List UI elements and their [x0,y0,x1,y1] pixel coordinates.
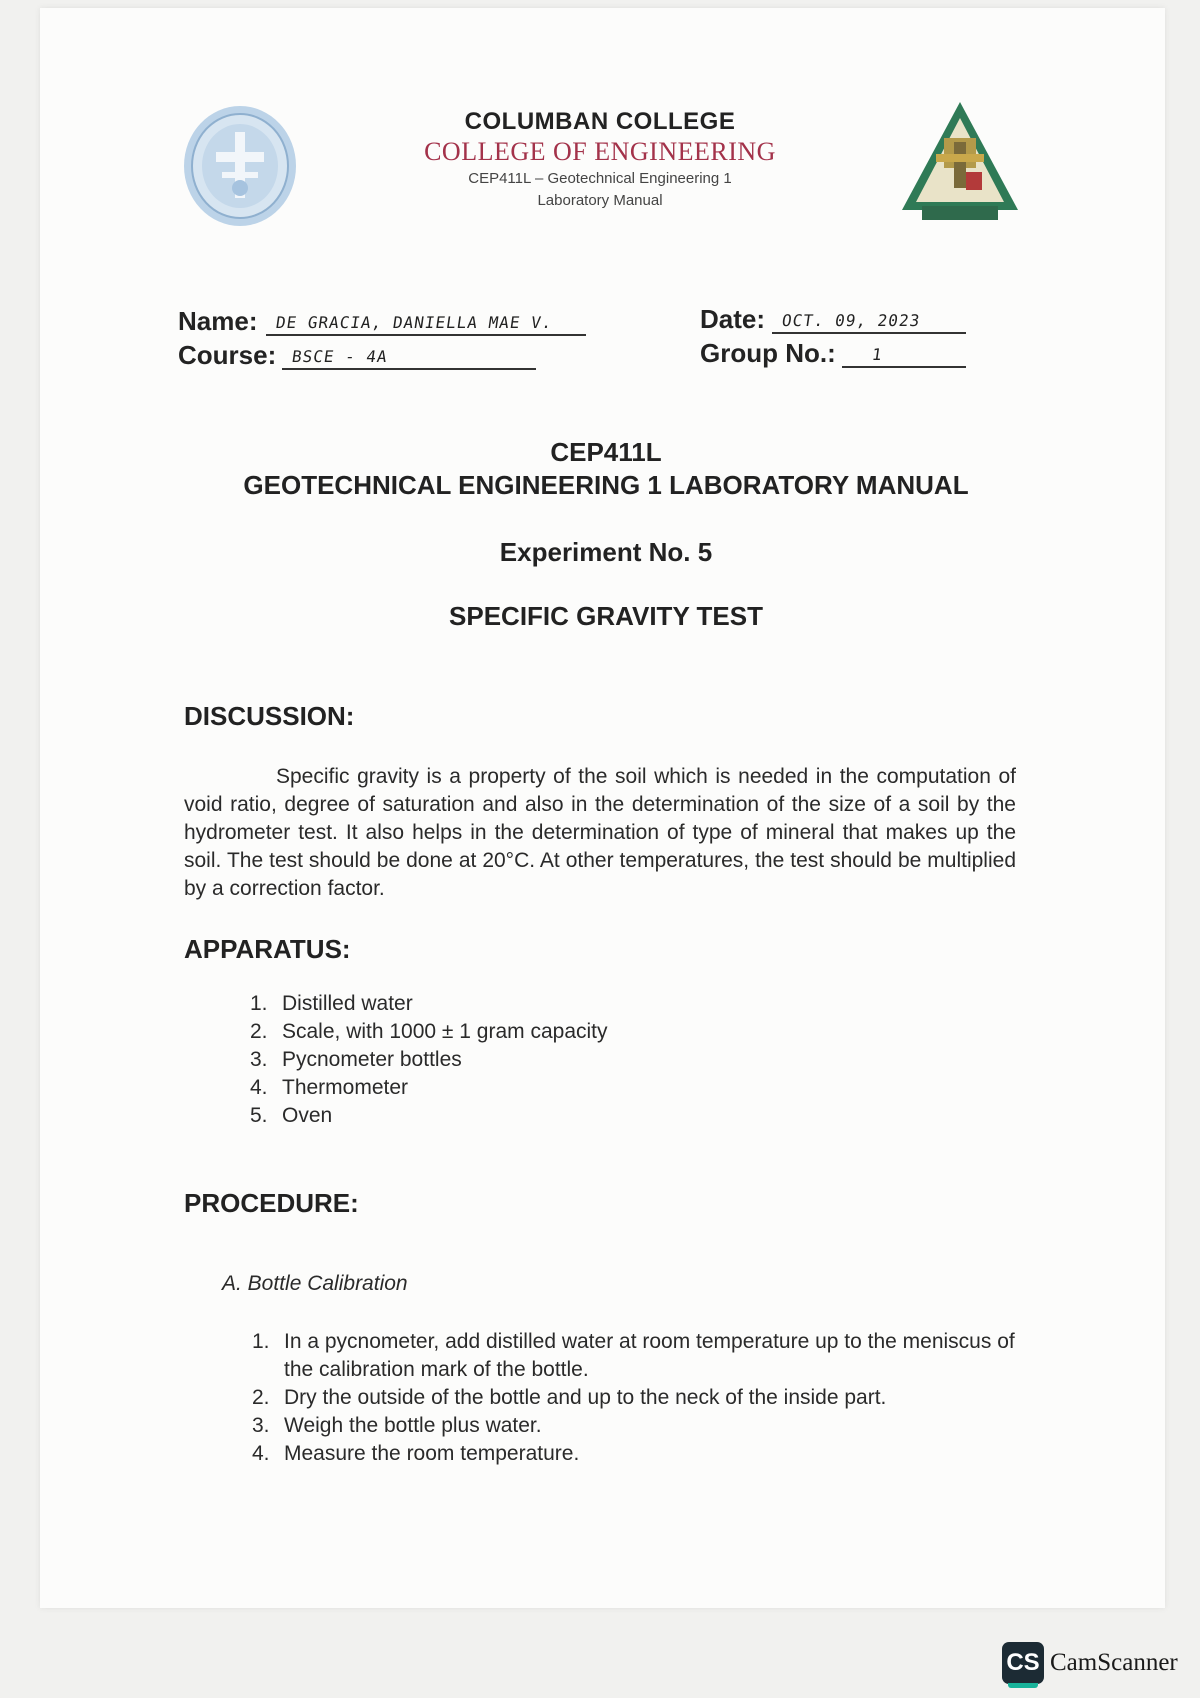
college-of-engineering-logo [898,98,1022,228]
date-field[interactable] [772,304,966,334]
procedure-list [252,1328,1022,1468]
discussion-text: Specific gravity is a property of the soil which is needed in the computation of void ratio, degree of saturation and also in the determination of the size of a soil by the hydrometer test. It also helps in the determination of type of mineral that makes up the soil. The test should be done at 20°C. At other temperatures, the test should be multiplied by a correction factor. [184,765,1016,900]
list-item: 2. Scale, with 1000 ± 1 gram capacity [250,1020,608,1043]
group-field[interactable] [842,338,966,368]
course-label: Course: [178,340,277,370]
course-field[interactable] [282,340,536,370]
list-item: 4. Thermometer [250,1076,409,1099]
list-item: 4. Measure the room temperature. [252,1442,580,1465]
name-field[interactable] [266,306,586,336]
header-manual-line: Laboratory Manual [537,192,663,209]
apparatus-list [250,990,950,1130]
discussion-heading: DISCUSSION: [184,701,355,731]
list-item: 3. Weigh the bottle plus water. [252,1414,542,1437]
experiment-title: Experiment No. 5 [499,537,713,567]
college-name: COLUMBAN COLLEGE [464,108,736,135]
camscanner-watermark [1002,1642,1178,1684]
header-course-line: CEP411L – Geotechnical Engineering 1 [468,170,732,187]
name-value: DE GRACIA, DANIELLA MAE V. [274,313,554,332]
camscanner-text: CamScanner [1050,1649,1178,1676]
manual-title: GEOTECHNICAL ENGINEERING 1 LABORATORY MANUAL [243,470,969,500]
group-value: 1 [870,345,884,364]
camscanner-logo-icon: CS [1002,1642,1044,1684]
group-label: Group No.: [700,338,836,368]
date-label: Date: [700,304,766,334]
procedure-subsection-title: A. Bottle Calibration [222,1272,408,1295]
course-value: BSCE - 4A [290,347,390,366]
list-item: 1. Distilled water [250,992,413,1015]
list-item: 5. Oven [250,1104,333,1127]
name-label: Name: [178,306,258,336]
department-name: COLLEGE OF ENGINEERING [424,137,776,166]
list-item: 1. In a pycnometer, add distilled water at room temperature up to the meniscus of the calibration mark of the bottle. [252,1330,1015,1381]
apparatus-heading: APPARATUS: [184,934,351,964]
columban-college-seal-logo [182,104,298,228]
list-item: 2. Dry the outside of the bottle and up to the neck of the inside part. [252,1386,887,1409]
procedure-heading: PROCEDURE: [184,1188,359,1218]
course-code-title: CEP411L [550,437,662,467]
list-item: 3. Pycnometer bottles [250,1048,462,1071]
date-value: OCT. 09, 2023 [780,311,922,330]
test-title: SPECIFIC GRAVITY TEST [449,601,763,631]
